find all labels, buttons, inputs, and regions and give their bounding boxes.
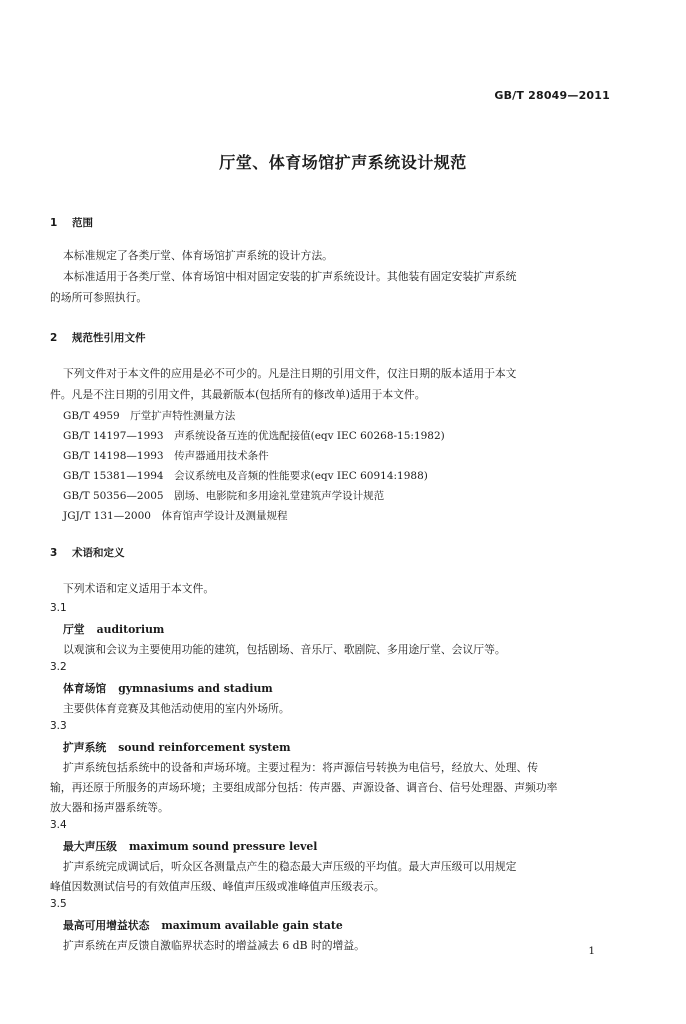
term-definition: 放大器和扬声器系统等。 bbox=[50, 801, 169, 814]
reference-item: GB/T 15381—1994 会议系统电及音频的性能要求(eqv IEC 60914:1988) bbox=[63, 470, 428, 482]
term-zh: 扩声系统 bbox=[63, 741, 107, 754]
term-en: gymnasiums and stadium bbox=[118, 682, 273, 695]
term-heading bbox=[63, 622, 164, 637]
term-zh: 最高可用增益状态 bbox=[63, 919, 150, 932]
standard-code: GB/T 28049—2011 bbox=[494, 89, 610, 102]
paragraph-line: 下列文件对于本文件的应用是必不可少的。凡是注日期的引用文件，仅注日期的版本适用于本文 bbox=[63, 367, 517, 380]
section-title: 术语和定义 bbox=[72, 547, 125, 559]
term-number: 3.4 bbox=[50, 819, 67, 831]
term-heading bbox=[63, 681, 273, 696]
term-definition: 扩声系统在声反馈自激临界状态时的增益减去 6 dB 时的增益。 bbox=[63, 939, 365, 952]
paragraph-line: 件。凡是不注日期的引用文件，其最新版本(包括所有的修改单)适用于本文件。 bbox=[50, 388, 426, 401]
term-definition: 扩声系统包括系统中的设备和声场环境。主要过程为：将声源信号转换为电信号，经放大、处理、传 bbox=[63, 761, 539, 774]
reference-item: GB/T 14198—1993 传声器通用技术条件 bbox=[63, 450, 269, 462]
term-en: sound reinforcement system bbox=[118, 741, 291, 754]
term-definition: 峰值因数测试信号的有效值声压级、峰值声压级或准峰值声压级表示。 bbox=[50, 880, 385, 893]
term-definition: 主要供体育竞赛及其他活动使用的室内外场所。 bbox=[63, 702, 290, 715]
section-number: 3 bbox=[50, 547, 58, 559]
term-definition: 扩声系统完成调试后，听众区各测量点产生的稳态最大声压级的平均值。最大声压级可以用规定 bbox=[63, 860, 517, 873]
section-2-heading bbox=[50, 330, 146, 345]
term-heading bbox=[63, 839, 317, 854]
term-definition: 以观演和会议为主要使用功能的建筑，包括剧场、音乐厅、歌剧院、多用途厅堂、会议厅等。 bbox=[63, 643, 506, 656]
document-title: 厅堂、体育场馆扩声系统设计规范 bbox=[219, 153, 467, 172]
reference-item: JGJ/T 131—2000 体育馆声学设计及测量规程 bbox=[63, 510, 288, 522]
paragraph-line: 下列术语和定义适用于本文件。 bbox=[63, 582, 215, 595]
paragraph-line: 本标准适用于各类厅堂、体育场馆中相对固定安装的扩声系统设计。其他装有固定安装扩声系统 bbox=[63, 270, 517, 283]
section-number: 1 bbox=[50, 217, 58, 229]
section-title: 规范性引用文件 bbox=[72, 332, 146, 344]
reference-item: GB/T 14197—1993 声系统设备互连的优选配接值(eqv IEC 60268-15:1982) bbox=[63, 430, 445, 442]
section-title: 范围 bbox=[72, 217, 93, 229]
term-zh: 厅堂 bbox=[63, 623, 85, 636]
term-zh: 体育场馆 bbox=[63, 682, 107, 695]
term-number: 3.2 bbox=[50, 661, 67, 673]
term-zh: 最大声压级 bbox=[63, 840, 117, 853]
reference-item: GB/T 4959 厅堂扩声特性测量方法 bbox=[63, 410, 236, 422]
section-3-heading bbox=[50, 545, 125, 560]
term-number: 3.3 bbox=[50, 720, 67, 732]
paragraph-line: 的场所可参照执行。 bbox=[50, 291, 148, 304]
page-number: 1 bbox=[588, 945, 595, 957]
reference-item: GB/T 50356—2005 剧场、电影院和多用途礼堂建筑声学设计规范 bbox=[63, 490, 385, 502]
term-en: maximum sound pressure level bbox=[128, 840, 318, 853]
term-en: auditorium bbox=[96, 623, 165, 636]
section-1-heading bbox=[50, 215, 93, 230]
term-heading bbox=[63, 918, 343, 933]
term-en: maximum available gain state bbox=[161, 919, 343, 932]
section-number: 2 bbox=[50, 332, 58, 344]
term-heading bbox=[63, 740, 291, 755]
paragraph-line: 本标准规定了各类厅堂、体育场馆扩声系统的设计方法。 bbox=[63, 249, 333, 262]
term-number: 3.5 bbox=[50, 898, 67, 910]
term-number: 3.1 bbox=[50, 602, 67, 614]
term-definition: 输，再还原于所服务的声场环境；主要组成部分包括：传声器、声源设备、调音台、信号处理器、声频功率 bbox=[50, 781, 558, 794]
